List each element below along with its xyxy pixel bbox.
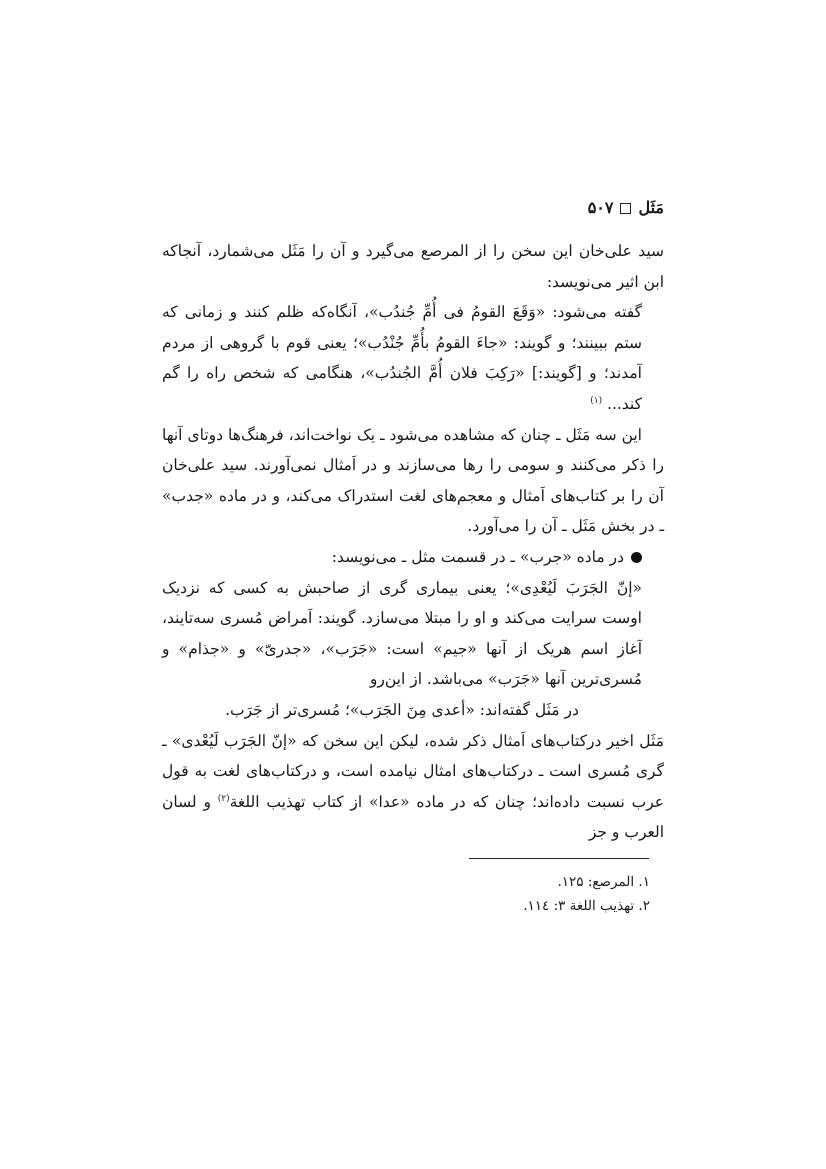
bullet-item: [162, 542, 664, 573]
quotation-2: «إنّ الجَرَبَ لَیُعْدِی»؛ یعنی بیماری گری از صاحبش به کسی که نزدیک اوست سرایت می‌کند و او را مبتلا می‌سازد. گویند: اَمراض مُسری سه‌تایند، آغاز اسم هریک از آنها «جیم» است: «جَرَب»، «جدریّ» و «جذام» و مُسری‌ترین آنها «جَرَب» می‌باشد. از این‌رو: [162, 578, 642, 689]
running-header: [162, 196, 664, 220]
bullet-text: در ماده «جرب» ـ در قسمت مثل ـ می‌نویسد:: [331, 547, 624, 566]
paragraph-closing-text-a: مَثَل اخیر درکتاب‌های اَمثال ذکر شده، لیکن این سخن که «إنّ الجَرَب لَیُعْدی» ـ گری مُسری است ـ درکتاب‌های امثال نیامده است، و درکتاب‌های لغت به قول عرب نسبت داده‌اند؛ چنان که در ماده «عدا» از کتاب تهذیب اللغة: [162, 731, 664, 811]
page-number: ۵۰۷: [587, 198, 614, 217]
paragraph-analysis: این سه مَثَل ـ چنان که مشاهده می‌شود ـ یک نواخت‌اند، فرهنگ‌ها دوتای آنها را ذکر می‌کنند و سومی را رها می‌سازند و در اَمثال نمی‌آورند. سید علی‌خان آن را بر کتاب‌های اَمثال و معجم‌های لغت استدراک می‌کند، و در ماده «جدب» ـ در بخش مَثَل ـ آن را می‌آورد.: [162, 425, 664, 536]
footnote-2: ۲. تهذیب اللغة ۳: ۱۱٤.: [523, 898, 650, 914]
quotation-2-last-line: در مَثَل گفته‌اند: «أعدی مِنَ الجَرَب»؛ مُسری‌تر از جَرَب.: [225, 700, 579, 719]
header-title: مَثَل: [638, 198, 664, 217]
quotation-1-text: گفته می‌شود: «وَقَعَ القومُ فی أُمِّ جُندُب»، آنگاه‌که ظلم کنند و زمانی که ستم ببینند؛ و گویند: «جاءَ القومُ بأُمِّ جُنْدُب»؛ یعنی قوم با گروهی از مردم آمدند؛ و [گویند:] «رَکِبَ فلان أُمَّ الجُندُب»، هنگامی که شخص راه را گم کند...: [162, 303, 642, 413]
footnote-ref-1: (۱): [590, 395, 603, 406]
bullet-icon: [631, 552, 642, 563]
paragraph-closing-text-b: و لسان العرب و جز: [162, 792, 664, 842]
paragraph-closing: [162, 726, 664, 848]
quotation-1: [162, 297, 664, 419]
paragraph-intro: سید علی‌خان این سخن را از المرصع می‌گیرد و آن را مَثَل می‌شمارد، آنجاکه ابن اثیر می‌نویسد:: [162, 242, 664, 291]
square-ornament-icon: [620, 203, 631, 214]
footnote-divider: [469, 858, 649, 859]
main-text: [162, 236, 664, 848]
footnotes: [350, 870, 650, 918]
footnote-ref-2: (۲): [217, 793, 230, 804]
footnote-1: ۱. المرصع: ۱۲۵.: [557, 874, 650, 890]
